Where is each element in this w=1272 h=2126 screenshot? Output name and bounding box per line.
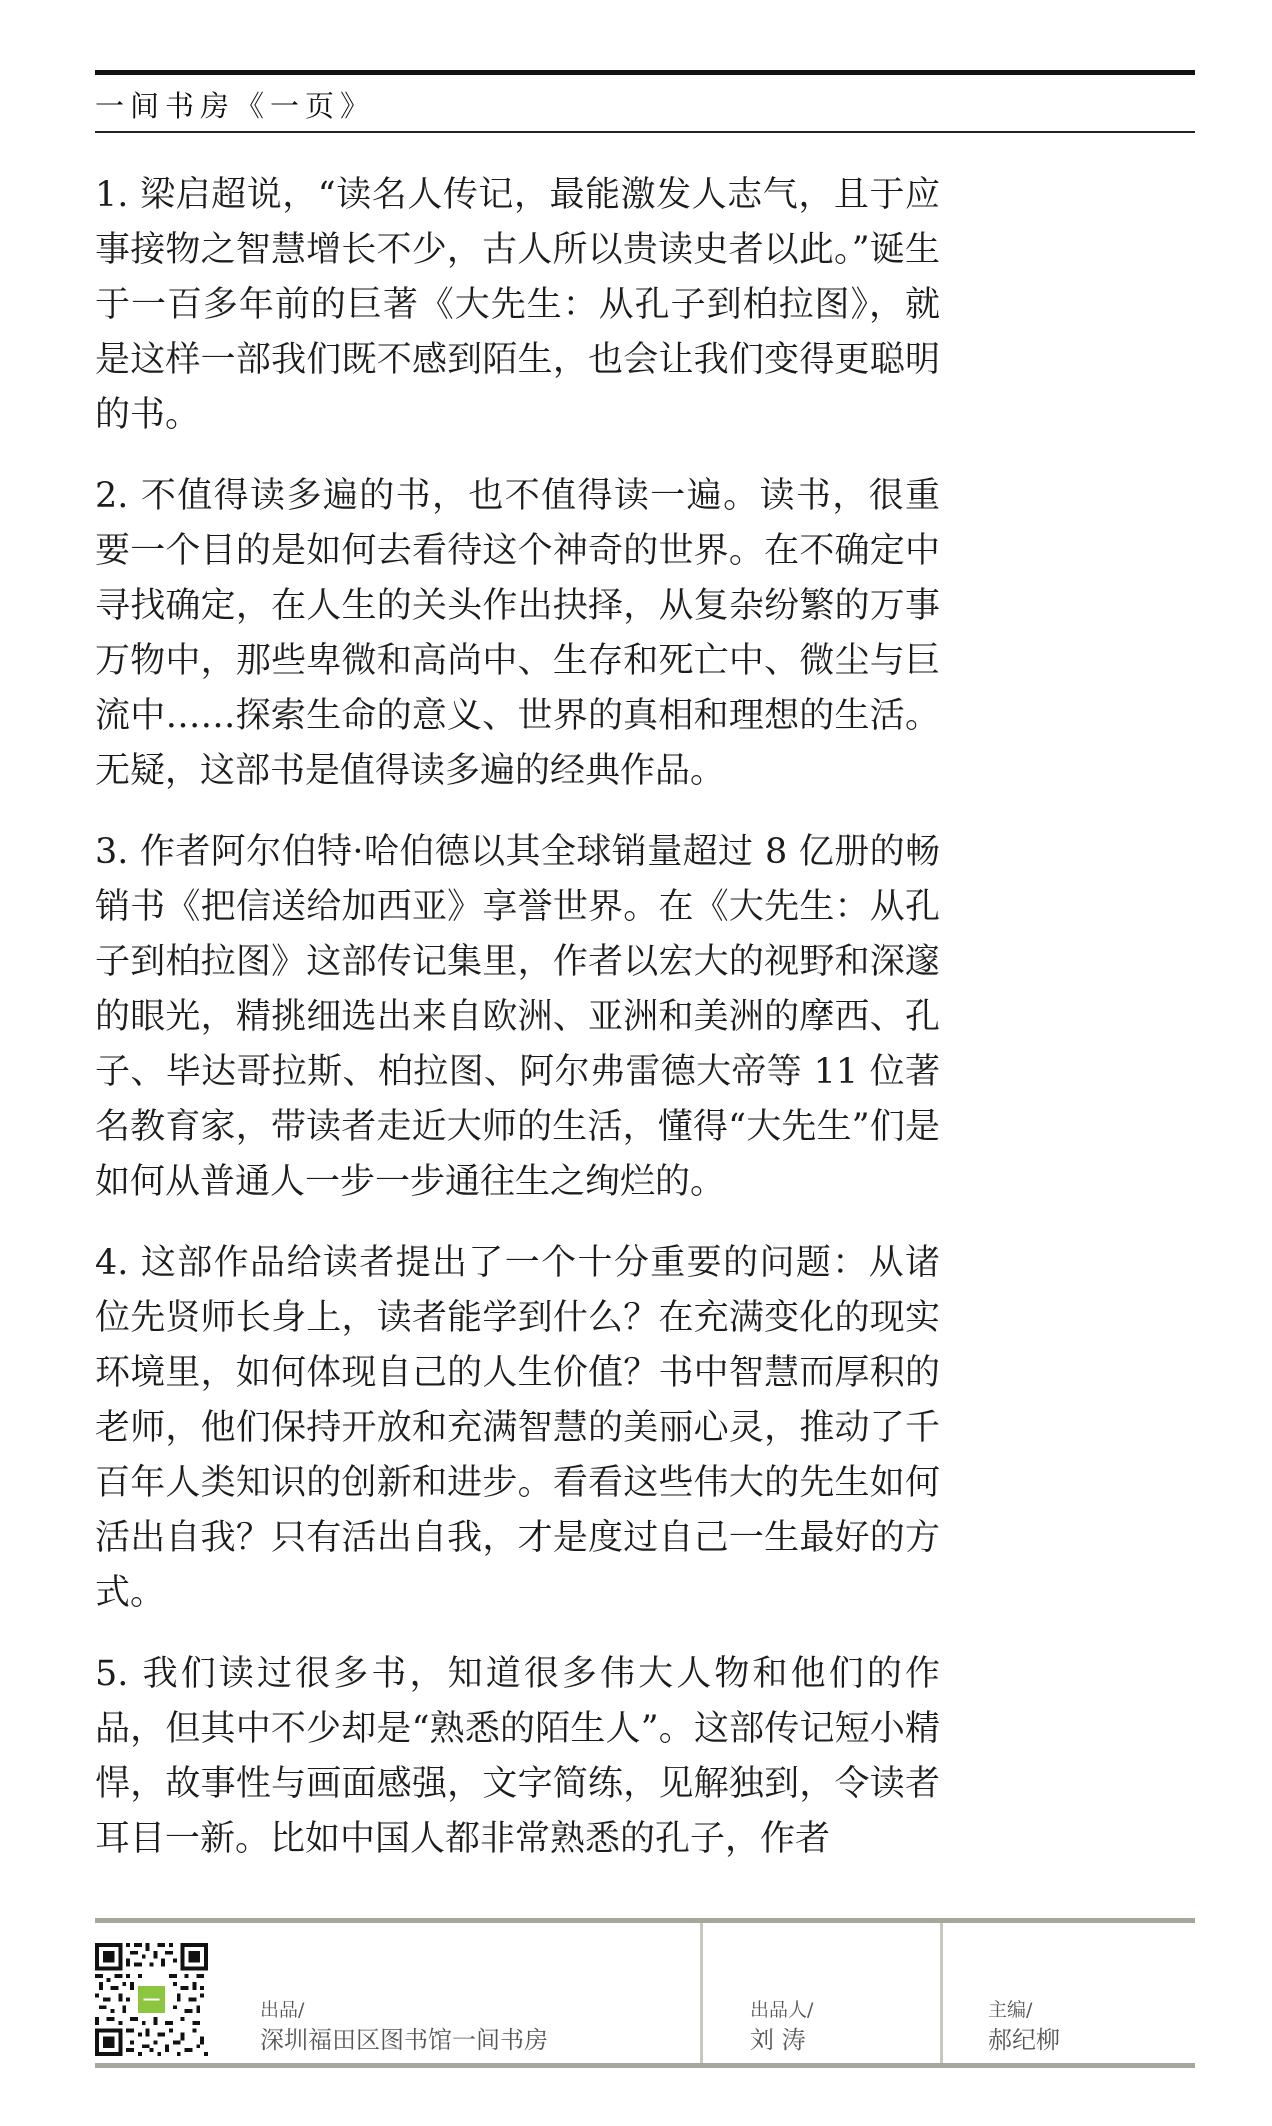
paragraph-1: 1. 梁启超说，“读名人传记，最能激发人志气，且于应事接物之智慧增长不少，古人所以贵读史者以此。”诞生于一百多年前的巨著《大先生：从孔子到柏拉图》，就是这样一部我们既不感到陌生，也会让我们变得更聪明的书。	[95, 175, 940, 435]
qr-code-icon	[95, 1943, 208, 2056]
article-body	[95, 168, 940, 1867]
paragraph-3: 3. 作者阿尔伯特·哈伯德以其全球销量超过 8 亿册的畅销书《把信送给加西亚》享誉世界。在《大先生：从孔子到柏拉图》这部传记集里，作者以宏大的视野和深邃的眼光，精挑细选出来自欧洲、亚洲和美洲的摩西、孔子、毕达哥拉斯、柏拉图、阿尔弗雷德大帝等 11 位著名教育家，带读者走近大师的生活，懂得“大先生”们是如何从普通人一步一步通往生之绚烂的。	[95, 832, 940, 1202]
top-rule	[95, 70, 1195, 75]
paragraph-5: 5. 我们读过很多书，知道很多伟大人物和他们的作品，但其中不少却是“熟悉的陌生人”。这部传记短小精悍，故事性与画面感强，文字简练，见解独到，令读者耳目一新。比如中国人都非常熟悉的孔子，作者	[95, 1654, 940, 1859]
editor-value: 郝纪柳	[988, 2026, 1060, 2054]
producer-value: 刘 涛	[750, 2026, 806, 2054]
footer-divider	[700, 1923, 703, 2063]
footer-top-rule	[95, 1918, 1195, 1923]
paragraph-4: 4. 这部作品给读者提出了一个十分重要的问题：从诸位先贤师长身上，读者能学到什么？在充满变化的现实环境里，如何体现自己的人生价值？书中智慧而厚积的老师，他们保持开放和充满智慧的美丽心灵，推动了千百年人类知识的创新和进步。看看这些伟大的先生如何活出自我？只有活出自我，才是度过自己一生最好的方式。	[95, 1243, 940, 1613]
producer-label: 出品人/	[750, 1999, 814, 2021]
paragraph-2: 2. 不值得读多遍的书，也不值得读一遍。读书，很重要一个目的是如何去看待这个神奇的世界。在不确定中寻找确定，在人生的关头作出抉择，从复杂纷繁的万事万物中，那些卑微和高尚中、生存和死亡中、微尘与巨流中……探索生命的意义、世界的真相和理想的生活。无疑，这部书是值得读多遍的经典作品。	[95, 476, 940, 791]
produced-by-value: 深圳福田区图书馆一间书房	[260, 2026, 548, 2054]
footer-divider	[940, 1923, 943, 2063]
header-rule	[95, 131, 1195, 133]
footer-bottom-rule	[95, 2063, 1195, 2068]
footer	[95, 1918, 1195, 2068]
page-title: 一间书房《一页》	[95, 89, 376, 123]
editor-label: 主编/	[988, 1999, 1033, 2021]
produced-by-label: 出品/	[260, 1999, 305, 2021]
